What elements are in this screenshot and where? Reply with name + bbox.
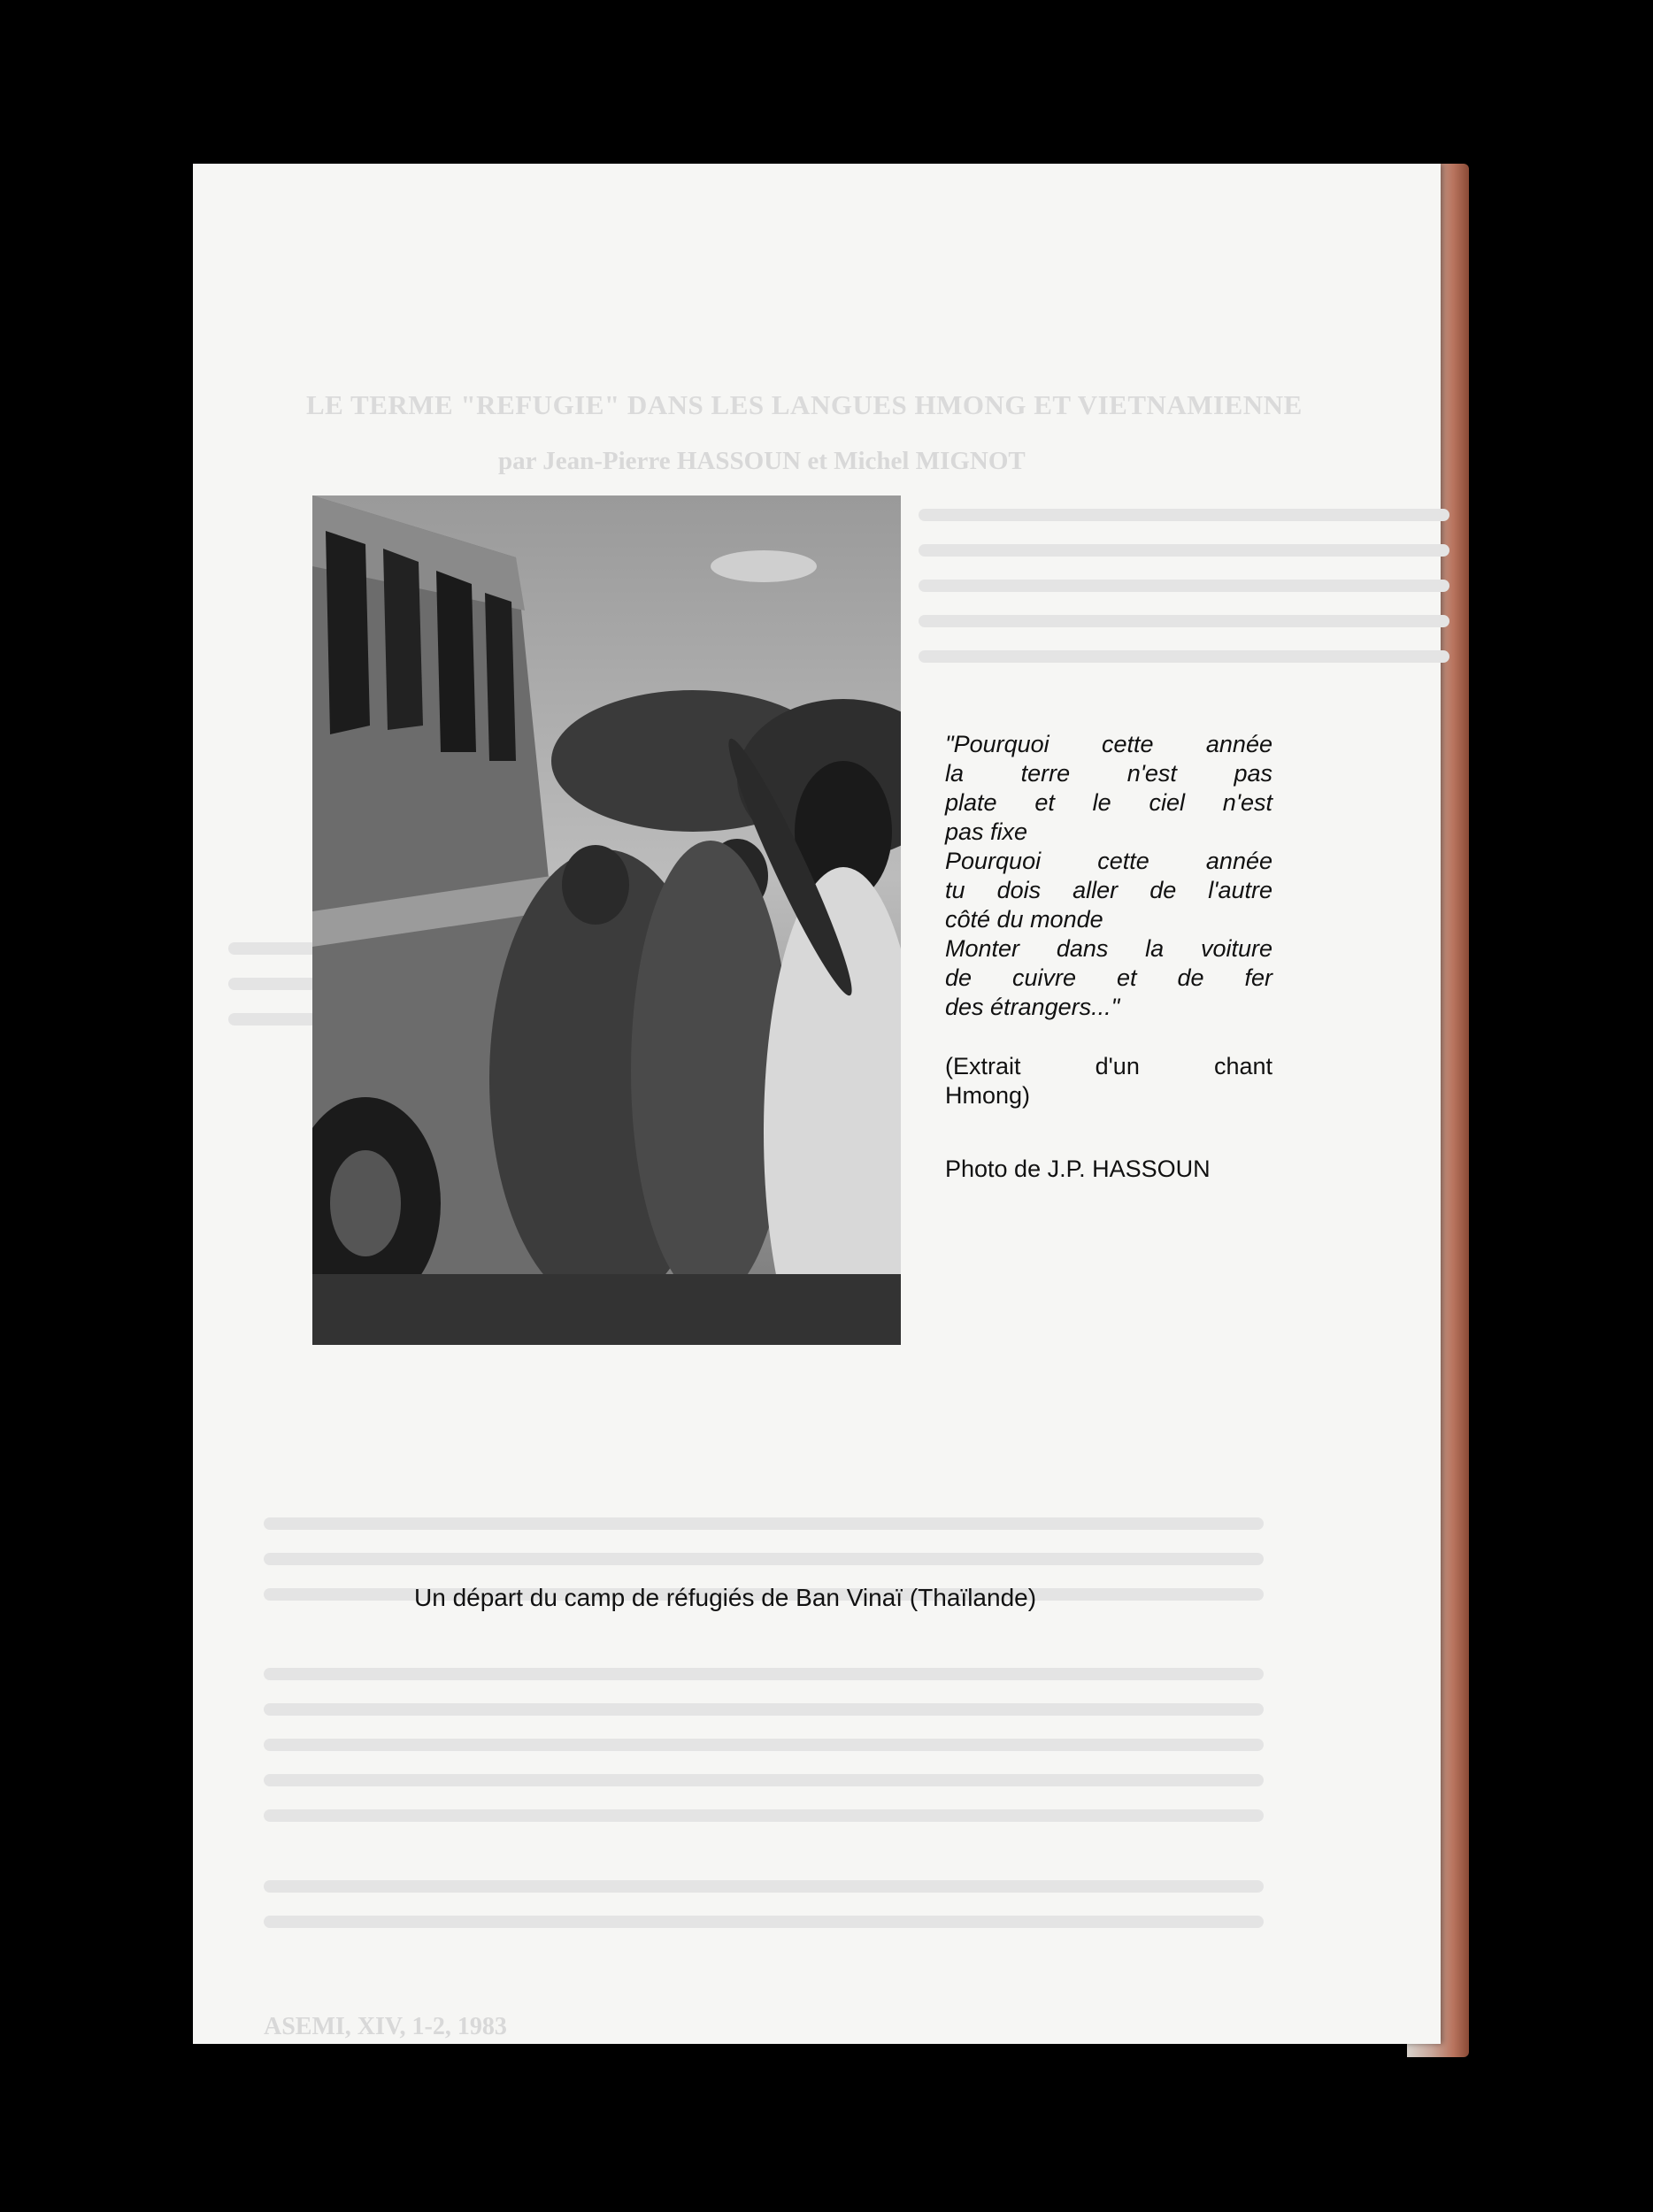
poem-line: la terre n'est pas — [945, 760, 1272, 787]
poem-line: "Pourquoi cette année — [945, 731, 1272, 757]
poem-line: Monter dans la voiture — [945, 935, 1272, 962]
ghost-title: LE TERME "REFUGIE" DANS LES LANGUES HMONG ET VIETNAMIENNE — [306, 389, 1303, 420]
ghost-author: par Jean-Pierre HASSOUN et Michel MIGNOT — [498, 447, 1026, 475]
document-page — [193, 164, 1441, 2044]
poem-line: côté du monde — [945, 906, 1103, 933]
poem-line: plate et le ciel n'est — [945, 789, 1272, 816]
poem-block — [945, 730, 1272, 1184]
extract-line: (Extrait d'un chant — [945, 1053, 1272, 1079]
poem-line: tu dois aller de l'autre — [945, 877, 1272, 903]
photograph — [312, 495, 901, 1345]
extract-attribution — [945, 1052, 1272, 1110]
photo-caption: Un départ du camp de réfugiés de Ban Vinaï (Thaïlande) — [414, 1584, 1037, 1611]
extract-line: Hmong) — [945, 1082, 1031, 1109]
photo-credit: Photo de J.P. HASSOUN — [945, 1156, 1211, 1182]
photo-image — [312, 495, 901, 1345]
poem-line: Pourquoi cette année — [945, 848, 1272, 874]
poem-line: des étrangers..." — [945, 994, 1120, 1020]
poem-line: pas fixe — [945, 818, 1028, 845]
ghost-footer: ASEMI, XIV, 1-2, 1983 — [264, 2013, 507, 2040]
poem-line: de cuivre et de fer — [945, 964, 1272, 991]
